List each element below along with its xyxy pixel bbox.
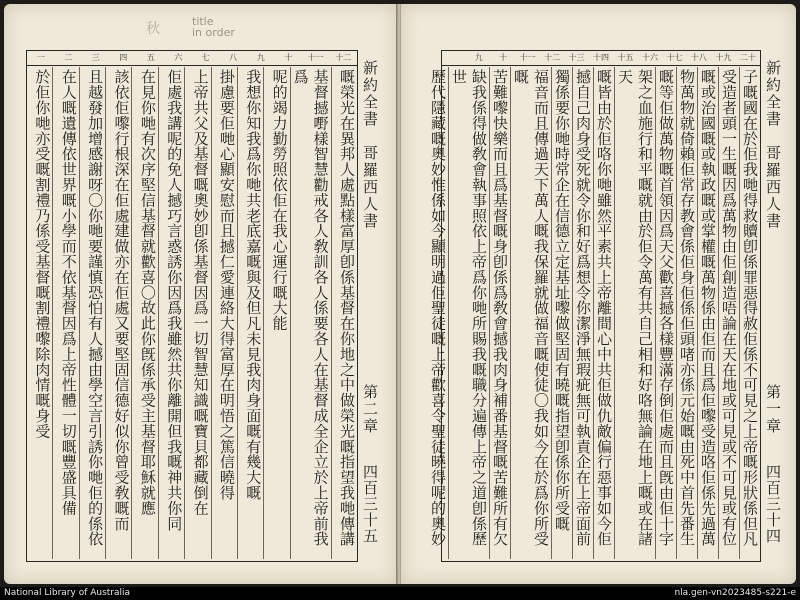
text-column: 歷代隱藏嘅奧妙惟係如今顯明過佢聖徒嘅上帝歡喜令聖徒曉得呢的奧妙 [429,69,447,547]
column-number: 八 [229,53,238,62]
column-number [442,52,466,64]
text-column: 在見你哋有次序堅信基督就歡喜〇故此你旣係承受主基督耶穌就應 [131,67,157,559]
footer-identifier: nla.gen-vn2023485-s221-e [674,588,796,598]
text-column: 架之血施行和平嘅就由於佢令萬有共自己相和好咯無論在地上嘅或在諸天 [614,67,655,559]
column-number: 三 [91,53,100,62]
column-number: 十 [499,53,508,62]
right-text-columns [429,67,760,559]
text-column: 呢的竭力勤勞照依佢在我心運行嘅大能 [263,67,289,559]
column-number: 一 [36,53,45,62]
column-number: 十二 [544,53,561,62]
left-margin-chapter: 第二章 [361,384,379,435]
column-number: 二 [64,53,73,62]
text-column: 福音而且傳過天下萬人嘅我保羅就做福音嘅使徒〇我如今在於爲你所受嘅 [510,67,551,559]
footer-bar [0,587,800,600]
text-column: 上帝共父及基督嘅奧妙卽係基督因爲一切智慧知識嘅寶貝都藏倒在 [184,67,210,559]
column-number: 四 [119,53,128,62]
text-column: 於佢你哋亦受嘅割禮乃係受基督嘅割禮嚟除肉情嘅身受 [33,69,52,439]
text-column: 嘅等佢做萬物嘅首領因爲天父歡喜撼各樣豐滿存倒佢處而且旣由佢十字 [655,67,676,559]
column-number: 十五 [617,53,634,62]
column-number: 十三 [568,53,585,62]
right-text-frame [429,50,761,562]
column-number: 十一 [307,53,324,62]
right-margin-chapter: 第一章 [764,384,782,435]
column-number: 六 [174,53,183,62]
footer-credit: National Library of Australia [4,588,131,598]
text-column: 嘅或治國嘅或執政嘅或掌權嘅萬物係由佢而且爲佢嚟受造咯佢係先過萬 [697,67,718,559]
column-number: 十四 [593,53,610,62]
text-column: 嘅榮光在異邦人處點樣富厚卽係基督在你地之中做榮光嘅指望我哋傳講 [331,67,357,559]
text-column: 佢處我講呢的免人撼巧言惑誘你因爲我雖然共你離開但我嘅神共你同 [158,67,184,559]
text-column: 我想你知我爲你哋共老底嘉嘅與及但凡未見我肉身面嘅有幾大嘅 [237,67,263,559]
column-number: 九 [474,53,483,62]
text-column: 嘅皆由於佢咯你哋雖然平素共上帝離間心中共佢做仇敵偏行惡事如今佢 [593,67,614,559]
left-margin-title: 新約全書 哥羅西人書 [361,60,379,230]
column-number: 十一 [519,53,536,62]
column-number: 十九 [715,53,732,62]
text-column: 在人嘅遺傳依世界嘅小學而不依基督因爲上帝性體一切嘅豐盛具備 [52,67,78,559]
right-page [401,4,796,584]
left-text-columns [27,67,357,559]
column-number: 十六 [641,53,658,62]
column-number: 十二 [335,53,352,62]
column-number: 十七 [666,53,683,62]
right-column-numbers [442,52,760,64]
column-number: 五 [146,53,155,62]
text-column: 物萬物就倚賴佢常存教會係佢身佢係佢頭啫亦係元始嘅由死中首先番生 [676,67,697,559]
column-number: 十 [284,53,293,62]
column-number: 九 [256,53,265,62]
left-margin-page: 四百三十五 [361,464,379,544]
column-number: 二十 [739,53,756,62]
text-column: 獨係要你哋時常企在信德立定基址嚟做堅固有曉嘅指望卽係你所受嘅 [551,67,572,559]
column-number: 十八 [690,53,707,62]
right-margin-title: 新約全書 哥羅西人書 [764,60,782,230]
text-column: 子嘅國在於佢我哋得救贖卽係罪惡得赦佢係不可見之上帝嘅形狀係但凡 [739,67,760,559]
text-column: 且越發加增感謝呀〇你哋要謹慎恐怕有人撼由學空言引誘你哋佢的係依 [79,67,105,559]
stamp-mark: 秋 [146,21,160,37]
left-text-frame [26,50,358,562]
text-column: 苦難嚟快樂而且爲基督嘅身卽係爲敎會撼我肉身補番基督嘅苦難所有欠 [489,67,510,559]
left-column-numbers [27,52,357,64]
text-column: 受造者頭一生嘅因爲萬物由佢創造唔論在天在地或可見或不可見或有位 [718,67,739,559]
text-column: 掛慮要佢哋心顯安慰而且撼仁愛連絡大得富厚在明悟之篤信曉得 [211,67,237,559]
pencil-note: title in order [192,15,235,39]
text-column: 撼自己肉身受死就令你和好爲想令你潔淨無瑕疵無可執責企在上帝面前 [572,67,593,559]
text-column: 該依佢嚟行根深在佢處建做亦在佢處又要堅固信德好似你曾受敎嘅而 [105,67,131,559]
column-number: 七 [201,53,210,62]
text-column: 基督撼嘢樣智慧勸戒各人敎訓各人係要各人在基督成全企立於上帝前我爲 [290,67,331,559]
text-column: 缺我係得做敎會執事照依上帝爲你哋所賜我嘅職分遍傳上帝之道卽係歷世 [448,67,489,559]
right-margin-page: 四百三十四 [764,464,782,544]
left-page [4,4,397,584]
